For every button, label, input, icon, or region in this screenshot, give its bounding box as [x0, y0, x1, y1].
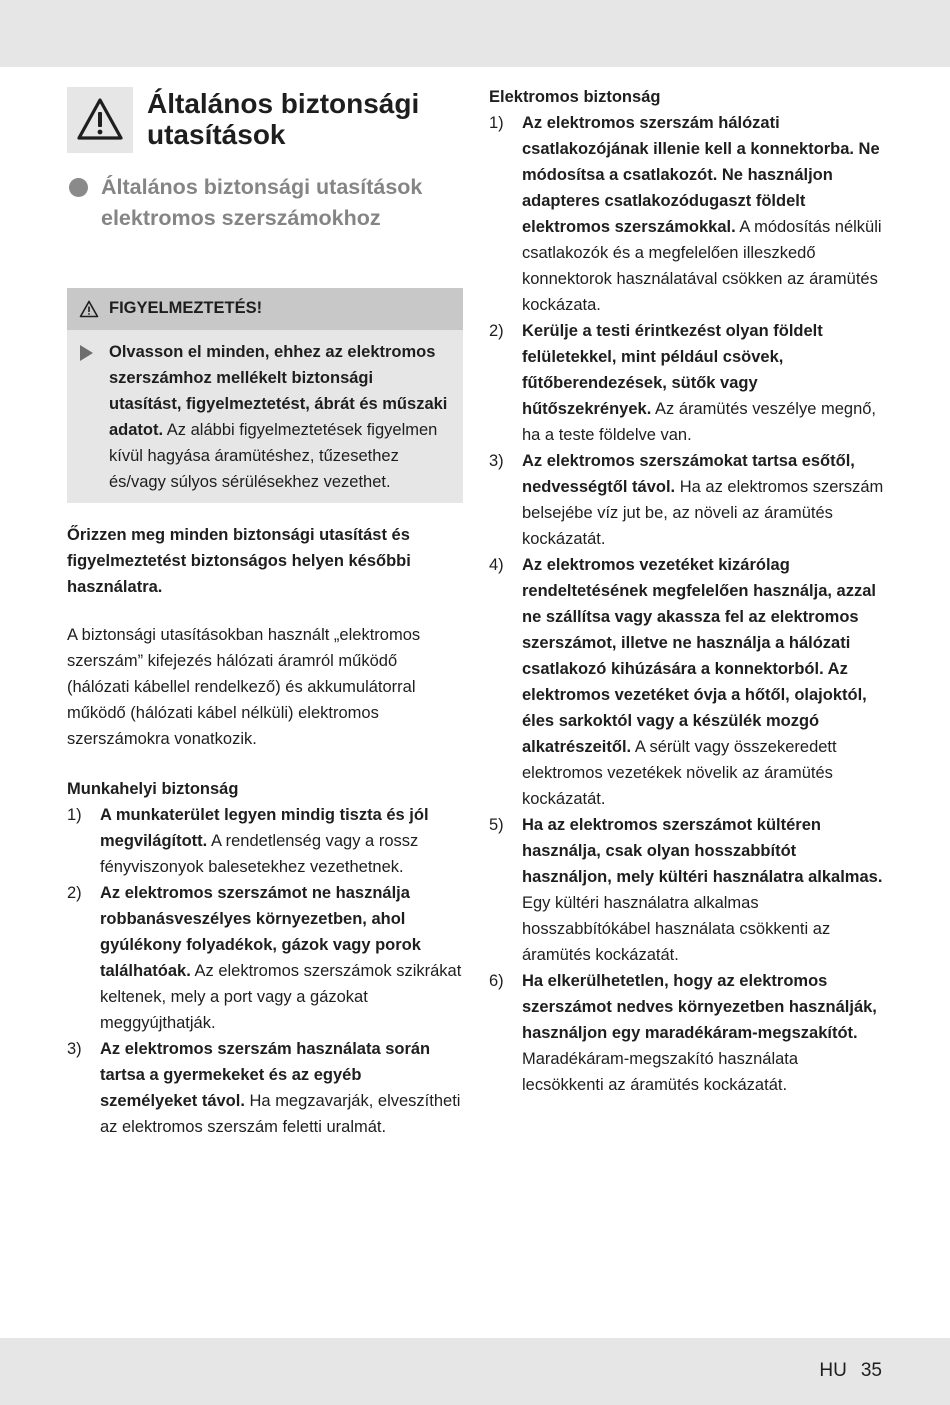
list-item [489, 110, 884, 318]
item-text: Maradékáram-megszakító használata lecsökkenti az áramütés kockázatát. [522, 1050, 799, 1094]
item-text: Ha megzavarják, elveszítheti az elektromos szerszám feletti uralmát. [100, 1092, 461, 1136]
list-item [489, 968, 884, 1098]
workplace-safety-list [67, 802, 463, 1140]
warning-small-icon [79, 300, 99, 318]
warning-body [67, 330, 463, 503]
item-number: 3) [489, 452, 504, 470]
item-number: 2) [67, 884, 82, 902]
item-text: Az elektromos szerszámok szikrákat keltenek, mely a port vagy a gázokat meggyújthatják. [100, 962, 462, 1032]
page-title: Általános biztonsági utasítások [147, 88, 420, 150]
item-text: A sérült vagy összekeredett elektromos vezetékek növelik az áramütés kockázatát. [522, 738, 837, 808]
warning-box [67, 288, 463, 503]
item-number: 4) [489, 556, 504, 574]
warning-bold-text: Olvasson el minden, ehhez az elektromos szerszámhoz mellékelt biztonsági utasítást, figyelmeztetést, ábrát és műszaki adatot. [109, 343, 448, 439]
item-number: 1) [489, 114, 504, 132]
page-footer [819, 1360, 882, 1382]
keep-instructions-note: Őrizzen meg minden biztonsági utasítást és figyelmeztetést biztonságos helyen későbbi használatra. [67, 526, 411, 596]
electrical-safety-title: Elektromos biztonság [489, 88, 661, 106]
item-bold-text: Kerülje a testi érintkezést olyan földelt felületekkel, mint például csövek, fűtőberendezések, sütők vagy hűtőszekrények. [522, 322, 823, 418]
list-item [67, 802, 463, 880]
item-bold-text: Az elektromos szerszámokat tartsa esőtől, nedvességtől távol. [522, 452, 855, 496]
page-number: 35 [860, 1360, 882, 1381]
subsection-title: Általános biztonsági utasítások elektromos szerszámokhoz [101, 175, 423, 230]
warning-heading: FIGYELMEZTETÉS! [109, 299, 263, 317]
list-item [489, 318, 884, 448]
item-bold-text: Az elektromos szerszám használata során tartsa a gyermekeket és az egyéb személyeket távol. [100, 1040, 431, 1110]
bullet-dot-icon [69, 178, 88, 197]
list-item [67, 1036, 463, 1140]
subsection-heading [67, 172, 463, 264]
arrow-bullet-icon [80, 345, 93, 361]
item-bold-text: Ha elkerülhetetlen, hogy az elektromos szerszámot nedves környezetben használják, használjon egy maradékáram-megszakítót. [522, 972, 877, 1042]
warning-text: Az alábbi figyelmeztetések figyelmen kívül hagyása áramütéshez, tűzesethez és/vagy súlyos sérülésekhez vezethet. [109, 421, 438, 491]
right-column [489, 84, 884, 1098]
item-number: 5) [489, 816, 504, 834]
item-number: 6) [489, 972, 504, 990]
item-text: Egy kültéri használatra alkalmas hosszabbítókábel használata csökkenti az áramütés kockázatát. [522, 894, 831, 964]
item-number: 3) [67, 1040, 82, 1058]
item-bold-text: Ha az elektromos szerszámot kültéren használja, csak olyan hosszabbítót használjon, mely kültéri használatra alkalmas. [522, 816, 883, 886]
definition-paragraph: A biztonsági utasításokban használt „elektromos szerszám” kifejezés hálózati áramról működő (hálózati kábellel rendelkező) és akkumulátorral működő (hálózati kábel nélküli) elektromos szerszámokra vonatkozik. [67, 626, 421, 748]
list-item [489, 552, 884, 812]
workplace-safety-title: Munkahelyi biztonság [67, 780, 239, 798]
electrical-safety-list [489, 110, 884, 1098]
item-text: Az áramütés veszélye megnő, ha a teste földelve van. [522, 400, 877, 444]
item-bold-text: Az elektromos szerszám hálózati csatlakozójának illenie kell a konnektorba. Ne módosítsa a csatlakozót. Ne használjon adapteres csatlakozódugaszt földelt elektromos szerszámokkal. [522, 114, 880, 236]
item-number: 2) [489, 322, 504, 340]
list-item [67, 880, 463, 1036]
item-text: Ha az elektromos szerszám belsejébe víz jut be, az növeli az áramütés kockázatát. [522, 478, 884, 548]
list-item [489, 448, 884, 552]
item-bold-text: Az elektromos szerszámot ne használja robbanásveszélyes környezetben, ahol gyúlékony folyadékok, gázok vagy porok találhatóak. [100, 884, 421, 980]
section-heading [67, 84, 463, 162]
warning-icon-box [67, 87, 133, 153]
item-bold-text: Az elektromos vezetéket kizárólag rendeltetésének megfelelően használja, azzal ne szállítsa vagy akassza fel az elektromos szerszámot, illetve ne használja a hálózati csatlakozó kihúzására a konnektorból. Az elektromos vezetéket óvja a hőtől, olajoktól, éles sarkoktól vagy a készülék mozgó alkatrészeitől. [522, 556, 876, 756]
top-margin-band [0, 0, 950, 67]
list-item [489, 812, 884, 968]
bottom-margin-band [0, 1338, 950, 1405]
left-column [67, 84, 463, 1140]
language-code: HU [819, 1360, 847, 1381]
item-text: A módosítás nélküli csatlakozók és a megfelelően illeszkedő konnektorok használatával csökken az áramütés kockázata. [522, 218, 882, 314]
item-text: A rendetlenség vagy a rossz fényviszonyok balesetekhez vezethetnek. [100, 832, 419, 876]
item-bold-text: A munkaterület legyen mindig tiszta és jól megvilágított. [100, 806, 429, 850]
warning-triangle-icon [76, 96, 124, 142]
warning-header [67, 288, 463, 330]
item-number: 1) [67, 806, 82, 824]
